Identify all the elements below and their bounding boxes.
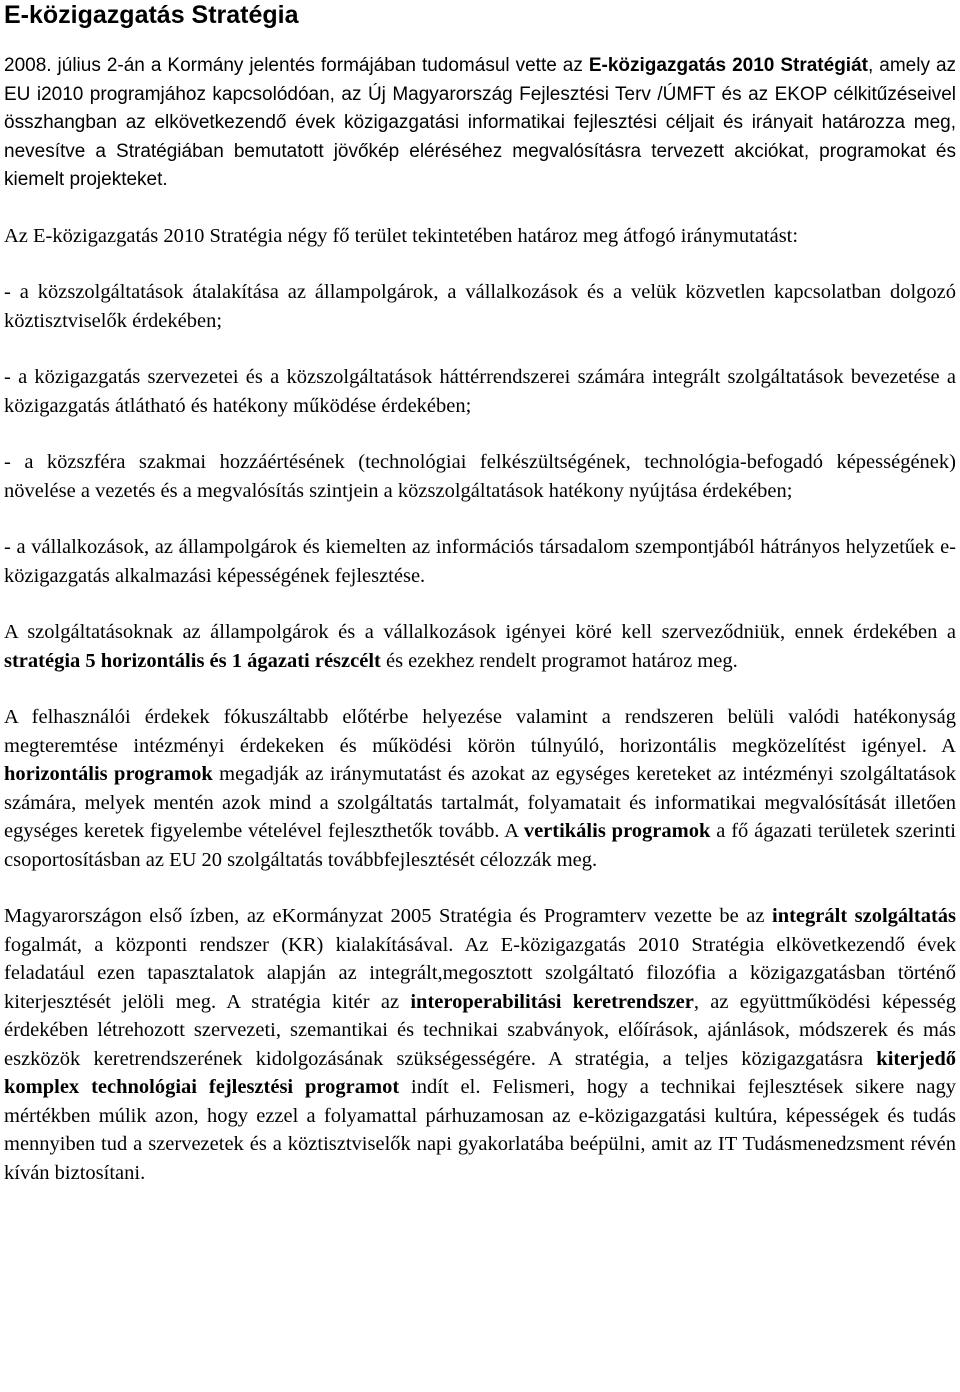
intro-strategy-name: E-közigazgatás 2010 Stratégiát xyxy=(588,55,868,76)
bullet-item-3: - a közszféra szakmai hozzáértésének (technológiai felkészültségének, technológia-befogadó képességének) növelése a vezetés és a megvalósítás szintjein a közszolgáltatások hatékony nyújtása érdekében; xyxy=(4,451,956,502)
integrated-text-a: Magyarországon első ízben, az eKormányzat 2005 Stratégia és Programterv vezette be az xyxy=(4,905,772,927)
paragraph-intro xyxy=(4,52,956,195)
services-text-c: és ezekhez rendelt programot határoz meg. xyxy=(380,649,738,672)
programs-text-c: megadják az iránymutatást és azokat az egységes kereteket az intézményi szolgáltatások számára, melyek mentén azok mind a szolgáltatás tartalmát, folyamatait és informatikai megvalósítását illetően egységes keretek figyelembe vételével fejleszthetők tovább. A xyxy=(4,763,956,842)
integrated-text-g: indít el. Felismeri, hogy a technikai fejlesztések sikere nagy mértékben múlik azon, hogy ezzel a folyamattal párhuzamosan az e-közigazgatási kultúra, képességek és tudás mennyiben tud a szervezetek és a köztisztviselők napi gyakorlatába beépülni, amit az IT Tudásmenedzsment révén kíván biztosítani. xyxy=(4,1076,956,1184)
bullet-item-2: - a közigazgatás szervezetei és a közszolgáltatások háttérrendszerei számára integrált szolgáltatások bevezetése a közigazgatás átlátható és hatékony működése érdekében; xyxy=(4,366,956,417)
integrated-bold-interop: interoperabilitási keretrendszer xyxy=(410,990,694,1013)
integrated-text-c: fogalmát, a központi rendszer (KR) kialakításával. Az E-közigazgatás 2010 Stratégia elkövetkezendő évek feladatául ezen tapasztalatok alapján az integrált,megosztott szolgáltató filozófia a közigazgatásban történő kiterjesztését jelöli meg. A stratégia kitér az xyxy=(4,933,956,1013)
intro-text-a: 2008. július 2-án a Kormány jelentés formájában tudomásul vette az xyxy=(4,55,589,76)
intro-text-c: , amely az EU i2010 programjához kapcsolódóan, az Új Magyarország Fejlesztési Terv /ÚMFT és az EKOP célkitűzéseivel összhangban az elkövetkezendő évek közigazgatási informatikai fejlesztési céljait és irányait határozza meg, nevesítve a Stratégiában bemutatott jövőkép eléréséhez megvalósításra tervezett akciókat, programokat és kiemelt projekteket. xyxy=(4,55,957,190)
document-page xyxy=(4,0,956,1187)
integrated-bold-tech-program: kiterjedő komplex technológiai fejlesztési programot xyxy=(4,1047,956,1098)
programs-text-a: A felhasználói érdekek fókuszáltabb előtérbe helyezése valamint a rendszeren belüli valódi hatékonyság megteremtése intézményi érdekeken és működési körön túlnyúló, horizontális megközelítést igényel. A xyxy=(4,706,956,757)
paragraph-services xyxy=(4,618,956,675)
paragraph-four-areas: Az E-közigazgatás 2010 Stratégia négy fő terület tekintetében határoz meg átfogó iránymutatást: xyxy=(4,224,799,247)
integrated-bold-service: integrált szolgáltatás xyxy=(772,905,956,927)
programs-text-e: a fő ágazati területek szerinti csoportosításban az EU 20 szolgáltatás továbbfejlesztését célozzák meg. xyxy=(4,820,957,871)
bullet-item-1: - a közszolgáltatások átalakítása az állampolgárok, a vállalkozások és a velük közvetlen kapcsolatban dolgozó köztisztviselők érdekében; xyxy=(4,281,956,332)
page-title: E-közigazgatás Stratégia xyxy=(4,1,299,29)
programs-bold-vertical: vertikális programok xyxy=(523,820,711,842)
paragraph-integrated-service xyxy=(4,902,956,1187)
programs-bold-horizontal: horizontális programok xyxy=(4,763,213,785)
bullet-item-4: - a vállalkozások, az állampolgárok és kiemelten az információs társadalom szempontjából hátrányos helyzetűek e-közigazgatás alkalmazási képességének fejlesztése. xyxy=(4,536,956,587)
integrated-text-e: , az együttműködési képesség érdekében létrehozott szervezeti, szemantikai és technikai szabványok, előírások, ajánlások, módszerek és más eszközök keretrendszerének kidolgozásának szükségességére. A stratégia, a teljes közigazgatásra xyxy=(4,990,956,1070)
paragraph-programs xyxy=(4,703,956,874)
services-bold-goals: stratégia 5 horizontális és 1 ágazati részcélt xyxy=(4,649,381,672)
services-text-a: A szolgáltatásoknak az állampolgárok és a vállalkozások igényei köré kell szerveződniük, ennek érdekében a xyxy=(4,621,956,643)
